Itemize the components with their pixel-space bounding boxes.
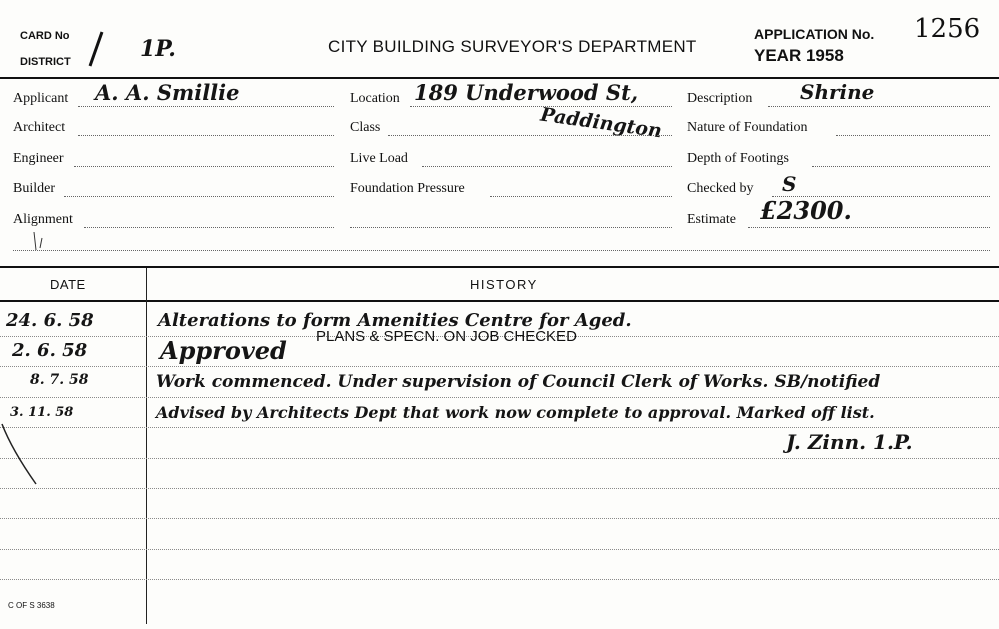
- pen-tick-mark: [28, 230, 48, 254]
- history-text: Approved: [160, 336, 287, 365]
- history-text: Alterations to form Amenities Centre for Aged.: [158, 310, 632, 331]
- history-top-rule: [0, 266, 999, 268]
- location-label: Location: [350, 91, 400, 106]
- date-column-header: DATE: [50, 277, 86, 292]
- checked-by-label: Checked by: [687, 181, 754, 196]
- estimate-value: £2300.: [760, 196, 852, 225]
- class-label: Class: [350, 120, 381, 135]
- date-column-divider: [146, 268, 147, 624]
- estimate-label: Estimate: [687, 212, 736, 227]
- history-date: 24. 6. 58: [6, 310, 94, 331]
- nature-of-foundation-label: Nature of Foundation: [687, 120, 808, 135]
- card-no-label: CARD No: [20, 30, 70, 42]
- signature: J. Zinn. 1.P.: [786, 430, 913, 454]
- builder-label: Builder: [13, 181, 55, 196]
- form-code: C OF S 3638: [8, 601, 55, 610]
- foundation-pressure-label: Foundation Pressure: [350, 181, 465, 196]
- description-label: Description: [687, 91, 753, 106]
- history-date: 8. 7. 58: [30, 372, 89, 388]
- architect-label: Architect: [13, 120, 66, 135]
- district-label: DISTRICT: [20, 56, 71, 68]
- location-value: 189 Underwood St,: [414, 80, 639, 105]
- history-header-rule: [0, 300, 999, 302]
- header-rule: [0, 77, 999, 79]
- engineer-label: Engineer: [13, 151, 64, 166]
- checked-by-value: S: [782, 172, 797, 196]
- applicant-value: A. A. Smillie: [95, 80, 240, 105]
- applicant-label: Applicant: [13, 91, 69, 106]
- history-date: 2. 6. 58: [12, 340, 88, 361]
- depth-of-footings-label: Depth of Footings: [687, 151, 789, 166]
- history-date: 3. 11. 58: [10, 405, 74, 420]
- stamp-plans-checked: PLANS & SPECN. ON JOB CHECKED: [316, 328, 577, 345]
- history-text: Work commenced. Under supervision of Council Clerk of Works. SB/notified: [156, 372, 881, 392]
- pen-stroke-mark: [0, 420, 40, 490]
- district-value: 1P.: [140, 36, 176, 62]
- history-text: Advised by Architects Dept that work now complete to approval. Marked off list.: [156, 403, 875, 422]
- live-load-label: Live Load: [350, 151, 408, 166]
- year-label: YEAR 1958: [754, 46, 844, 65]
- location-value-2: Paddington: [539, 103, 664, 143]
- card-no-mark-icon: [80, 28, 110, 70]
- alignment-label: Alignment: [13, 212, 73, 227]
- description-value: Shrine: [800, 80, 875, 104]
- page-title: CITY BUILDING SURVEYOR'S DEPARTMENT: [328, 37, 697, 56]
- application-number: 1256: [914, 14, 981, 44]
- application-label: APPLICATION No.: [754, 26, 875, 42]
- history-column-header: HISTORY: [470, 277, 538, 292]
